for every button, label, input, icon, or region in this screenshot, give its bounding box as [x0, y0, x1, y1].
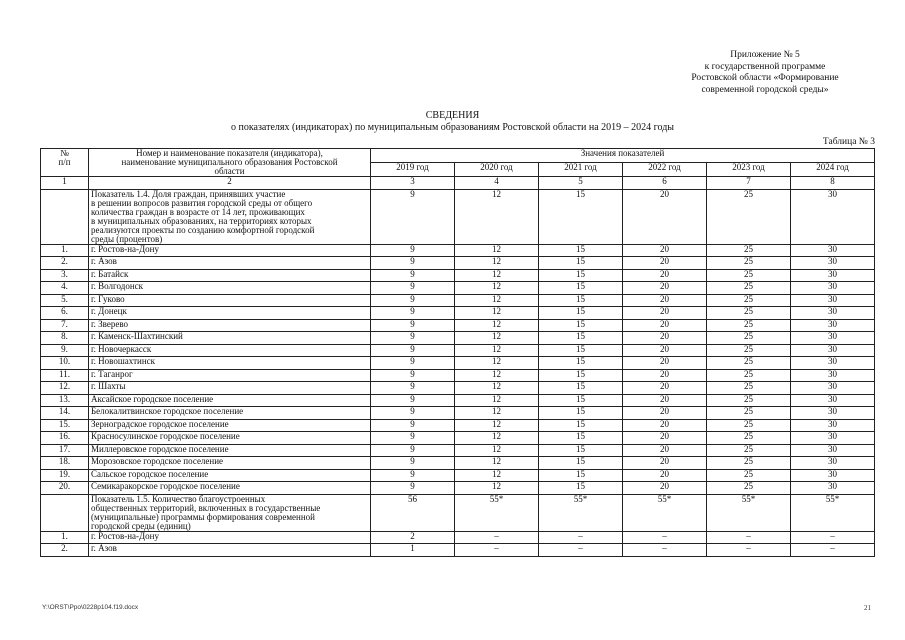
row-number: 13. [41, 394, 89, 407]
table-row [41, 469, 875, 482]
row-value: 20 [623, 419, 707, 432]
municipality-name: г. Каменск-Шахтинский [89, 332, 371, 345]
row-value: 9 [371, 294, 455, 307]
appendix-line: современной городской среды» [701, 84, 829, 95]
row-number: 17. [41, 444, 89, 457]
table-row [41, 244, 875, 257]
row-value: 20 [623, 394, 707, 407]
row-value: 30 [791, 307, 875, 320]
row-value: 15 [539, 432, 623, 445]
indicator-value: 30 [791, 189, 875, 244]
row-value: 30 [791, 257, 875, 270]
row-value: 20 [623, 482, 707, 495]
row-value: 9 [371, 457, 455, 470]
row-value: 25 [707, 257, 791, 270]
column-number: 2 [89, 177, 371, 190]
row-value: 25 [707, 357, 791, 370]
header-num: № п/п [41, 149, 89, 177]
row-value: 12 [455, 382, 539, 395]
row-value: 9 [371, 319, 455, 332]
municipality-name: г. Новошахтинск [89, 357, 371, 370]
row-value: 12 [455, 432, 539, 445]
row-value: 9 [371, 244, 455, 257]
column-number: 6 [623, 177, 707, 190]
row-value: 12 [455, 257, 539, 270]
row-value: 30 [791, 407, 875, 420]
row-value: 15 [539, 394, 623, 407]
row-value: 15 [539, 444, 623, 457]
indicator-name: Показатель 1.5. Количество благоустроенных общественных территорий, включенных в государственные (муниципальные) программы формирования современной городской среды (единиц) [89, 494, 371, 531]
row-value: 30 [791, 294, 875, 307]
table-row [41, 269, 875, 282]
row-value: 12 [455, 407, 539, 420]
row-value: 20 [623, 444, 707, 457]
appendix-line: к государственной программе [704, 61, 826, 72]
row-value: 30 [791, 457, 875, 470]
table-row [41, 482, 875, 495]
header-row [41, 149, 875, 163]
table-row [41, 531, 875, 544]
row-value: 20 [623, 432, 707, 445]
row-value: 20 [623, 244, 707, 257]
row-number: 14. [41, 407, 89, 420]
column-number: 7 [707, 177, 791, 190]
row-number: 6. [41, 307, 89, 320]
table-row [41, 407, 875, 420]
municipality-name: г. Батайск [89, 269, 371, 282]
row-value: 15 [539, 319, 623, 332]
row-value: 15 [539, 244, 623, 257]
row-value: 25 [707, 432, 791, 445]
header-year: 2020 год [455, 163, 539, 177]
row-value: 12 [455, 394, 539, 407]
row-number: 2. [41, 544, 89, 557]
row-value: 30 [791, 244, 875, 257]
row-value: 15 [539, 382, 623, 395]
row-value: 12 [455, 369, 539, 382]
row-value: 20 [623, 282, 707, 295]
municipality-name: Сальское городское поселение [89, 469, 371, 482]
row-value: 25 [707, 419, 791, 432]
municipality-name: г. Азов [89, 544, 371, 557]
row-value: 15 [539, 419, 623, 432]
row-number: 8. [41, 332, 89, 345]
row-value: 12 [455, 269, 539, 282]
municipality-name: Красносулинское городское поселение [89, 432, 371, 445]
table-row [41, 369, 875, 382]
row-value: – [791, 544, 875, 557]
indicator-value: 9 [371, 189, 455, 244]
row-value: 12 [455, 469, 539, 482]
row-value: 25 [707, 407, 791, 420]
column-number: 1 [41, 177, 89, 190]
row-value: 25 [707, 307, 791, 320]
row-value: 9 [371, 257, 455, 270]
row-value: 30 [791, 394, 875, 407]
row-number: 10. [41, 357, 89, 370]
row-value: 2 [371, 531, 455, 544]
indicator-value: 55* [623, 494, 707, 531]
municipality-name: Миллеровское городское поселение [89, 444, 371, 457]
row-value: 12 [455, 357, 539, 370]
column-number: 8 [791, 177, 875, 190]
indicator-value: 55* [539, 494, 623, 531]
row-value: 30 [791, 357, 875, 370]
row-value: 9 [371, 382, 455, 395]
row-value: 9 [371, 444, 455, 457]
table-body [41, 149, 875, 557]
row-value: 25 [707, 469, 791, 482]
row-value: 20 [623, 307, 707, 320]
row-value: 25 [707, 282, 791, 295]
row-value: 15 [539, 369, 623, 382]
row-value: 30 [791, 269, 875, 282]
row-value: 12 [455, 482, 539, 495]
table-row [41, 319, 875, 332]
row-value: 20 [623, 469, 707, 482]
indicator-row [41, 494, 875, 531]
row-value: – [539, 544, 623, 557]
table-row [41, 419, 875, 432]
row-value: 1 [371, 544, 455, 557]
municipality-name: Семикаракорское городское поселение [89, 482, 371, 495]
municipality-name: г. Ростов-на-Дону [89, 531, 371, 544]
row-value: 25 [707, 332, 791, 345]
indicator-value: 55* [707, 494, 791, 531]
row-value: 25 [707, 482, 791, 495]
row-value: 12 [455, 344, 539, 357]
row-value: 9 [371, 269, 455, 282]
row-value: 25 [707, 444, 791, 457]
header-year: 2023 год [707, 163, 791, 177]
row-value: 20 [623, 369, 707, 382]
row-value: – [707, 531, 791, 544]
row-value: 9 [371, 344, 455, 357]
table-row [41, 432, 875, 445]
row-value: 12 [455, 244, 539, 257]
row-number: 11. [41, 369, 89, 382]
municipality-name: г. Ростов-на-Дону [89, 244, 371, 257]
column-number-row [41, 177, 875, 190]
table-row [41, 394, 875, 407]
row-value: 20 [623, 407, 707, 420]
row-value: 15 [539, 269, 623, 282]
header-values-label: Значения показателей [371, 149, 875, 163]
row-value: 12 [455, 444, 539, 457]
column-number: 4 [455, 177, 539, 190]
municipality-name: Аксайское городское поселение [89, 394, 371, 407]
page-number: 21 [864, 604, 871, 612]
indicator-value: 55* [791, 494, 875, 531]
row-value: 20 [623, 357, 707, 370]
header-year: 2024 год [791, 163, 875, 177]
row-value: 25 [707, 294, 791, 307]
indicators-table [40, 148, 875, 557]
row-value: 30 [791, 282, 875, 295]
row-value: 25 [707, 269, 791, 282]
row-number: 2. [41, 257, 89, 270]
indicator-value: 12 [455, 189, 539, 244]
row-value: – [623, 544, 707, 557]
row-value: 30 [791, 319, 875, 332]
row-value: 25 [707, 382, 791, 395]
column-number: 3 [371, 177, 455, 190]
municipality-name: Зерноградское городское поселение [89, 419, 371, 432]
row-value: 25 [707, 319, 791, 332]
row-value: 9 [371, 357, 455, 370]
table-row [41, 382, 875, 395]
table-row [41, 457, 875, 470]
appendix-caption [665, 50, 865, 96]
row-value: – [707, 544, 791, 557]
row-number: 5. [41, 294, 89, 307]
row-value: 12 [455, 419, 539, 432]
row-value: 15 [539, 457, 623, 470]
row-value: 15 [539, 344, 623, 357]
row-number: 1. [41, 244, 89, 257]
row-value: 15 [539, 332, 623, 345]
row-value: 12 [455, 282, 539, 295]
indicator-value: 20 [623, 189, 707, 244]
municipality-name: Белокалитвинское городское поселение [89, 407, 371, 420]
row-value: 30 [791, 469, 875, 482]
document-title-block [0, 110, 905, 134]
indicator-name: Показатель 1.4. Доля граждан, принявших участие в решении вопросов развития городской среды от общего количества граждан в возрасте от 14 лет, проживающих в муниципальных образованиях, на территориях которых реализуются проекты по созданию комфортной городской среды (процентов) [89, 189, 371, 244]
row-number: 18. [41, 457, 89, 470]
row-value: 30 [791, 482, 875, 495]
row-number: 7. [41, 319, 89, 332]
row-value: 12 [455, 294, 539, 307]
row-value: 20 [623, 319, 707, 332]
table-row [41, 332, 875, 345]
row-value: 25 [707, 369, 791, 382]
document-title: СВЕДЕНИЯ [425, 110, 480, 121]
indicator-num [41, 189, 89, 244]
indicator-value: 15 [539, 189, 623, 244]
indicator-value: 56 [371, 494, 455, 531]
row-value: 9 [371, 432, 455, 445]
row-value: 20 [623, 257, 707, 270]
municipality-name: г. Шахты [89, 382, 371, 395]
row-value: 15 [539, 407, 623, 420]
row-value: 9 [371, 307, 455, 320]
row-value: 20 [623, 344, 707, 357]
municipality-name: г. Таганрог [89, 369, 371, 382]
row-value: 15 [539, 357, 623, 370]
municipality-name: г. Азов [89, 257, 371, 270]
row-value: 15 [539, 282, 623, 295]
row-value: – [791, 531, 875, 544]
row-number: 3. [41, 269, 89, 282]
row-value: 9 [371, 369, 455, 382]
table-row [41, 307, 875, 320]
municipality-name: г. Донецк [89, 307, 371, 320]
header-year: 2021 год [539, 163, 623, 177]
row-value: 30 [791, 332, 875, 345]
row-value: 15 [539, 307, 623, 320]
table-row [41, 544, 875, 557]
indicator-row [41, 189, 875, 244]
row-value: 25 [707, 457, 791, 470]
indicator-value: 55* [455, 494, 539, 531]
row-value: – [455, 531, 539, 544]
row-value: 15 [539, 294, 623, 307]
row-value: 25 [707, 344, 791, 357]
row-value: 30 [791, 369, 875, 382]
appendix-line: Приложение № 5 [730, 50, 800, 60]
row-value: 30 [791, 382, 875, 395]
row-value: 9 [371, 282, 455, 295]
row-value: 20 [623, 332, 707, 345]
file-path: Y:\ORST\Ppo\0228p104.f19.docx [42, 604, 139, 611]
row-value: 9 [371, 419, 455, 432]
row-value: 9 [371, 407, 455, 420]
row-value: 30 [791, 432, 875, 445]
column-number: 5 [539, 177, 623, 190]
row-value: 12 [455, 307, 539, 320]
row-value: 9 [371, 469, 455, 482]
row-number: 4. [41, 282, 89, 295]
indicator-num [41, 494, 89, 531]
row-value: 12 [455, 457, 539, 470]
row-number: 15. [41, 419, 89, 432]
table-row [41, 344, 875, 357]
row-value: 20 [623, 269, 707, 282]
row-value: – [455, 544, 539, 557]
row-value: 25 [707, 244, 791, 257]
municipality-name: Морозовское городское поселение [89, 457, 371, 470]
row-value: 20 [623, 457, 707, 470]
row-value: 9 [371, 394, 455, 407]
appendix-line: Ростовской области «Формирование [691, 73, 839, 83]
row-value: 30 [791, 444, 875, 457]
municipality-name: г. Гуково [89, 294, 371, 307]
indicator-value: 25 [707, 189, 791, 244]
header-year: 2022 год [623, 163, 707, 177]
table-row [41, 282, 875, 295]
municipality-name: г. Зверево [89, 319, 371, 332]
table-row [41, 294, 875, 307]
row-value: 9 [371, 332, 455, 345]
row-value: 9 [371, 482, 455, 495]
row-value: 20 [623, 382, 707, 395]
header-year: 2019 год [371, 163, 455, 177]
row-value: 25 [707, 394, 791, 407]
row-number: 9. [41, 344, 89, 357]
table-number: Таблица № 3 [822, 137, 875, 147]
row-value: 30 [791, 344, 875, 357]
row-value: 12 [455, 319, 539, 332]
row-number: 1. [41, 531, 89, 544]
row-value: 30 [791, 419, 875, 432]
document-subtitle: о показателях (индикаторах) по муниципальным образованиям Ростовской области на 2019 – 2024 годы [230, 122, 674, 133]
row-number: 19. [41, 469, 89, 482]
header-name: Номер и наименование показателя (индикатора), наименование муниципального образования Ростовской области [89, 149, 371, 177]
municipality-name: г. Волгодонск [89, 282, 371, 295]
table-row [41, 357, 875, 370]
table-row [41, 257, 875, 270]
row-value: – [623, 531, 707, 544]
row-number: 12. [41, 382, 89, 395]
row-value: 12 [455, 332, 539, 345]
row-value: 20 [623, 294, 707, 307]
row-number: 16. [41, 432, 89, 445]
row-value: 15 [539, 257, 623, 270]
table-row [41, 444, 875, 457]
row-number: 20. [41, 482, 89, 495]
row-value: 15 [539, 469, 623, 482]
row-value: – [539, 531, 623, 544]
row-value: 15 [539, 482, 623, 495]
municipality-name: г. Новочеркасск [89, 344, 371, 357]
